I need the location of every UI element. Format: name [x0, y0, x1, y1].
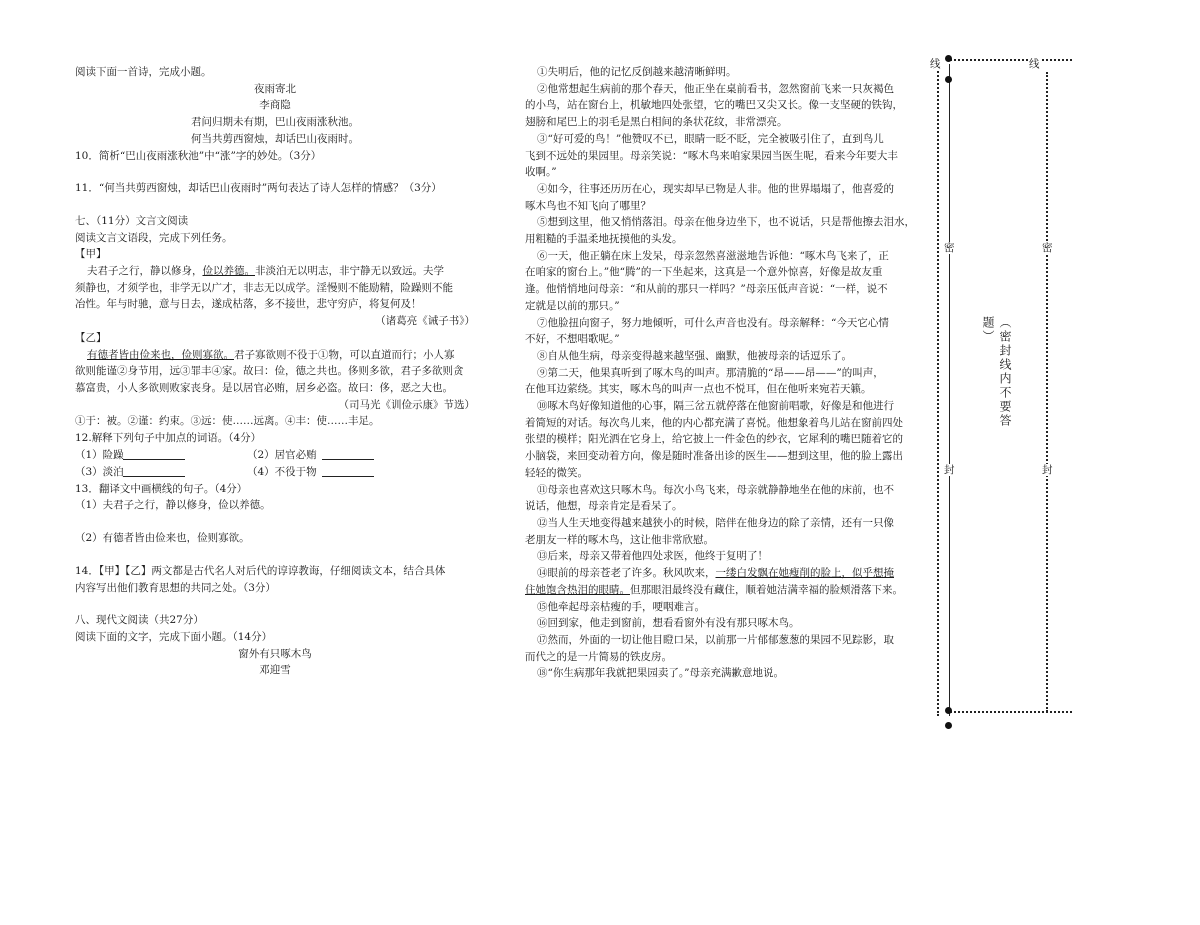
binding-solid-line [949, 64, 950, 716]
story-paragraph: ④如今，往事还历历在心，现实却早已物是人非。他的世界塌塌了，他喜爱的 [537, 182, 894, 195]
text-yi-line: 慕富贵，小人多欲则败家丧身。是以居官必贿，居乡必盗。故曰：侈，恶之大也。 [75, 381, 453, 394]
poem-line: 何当共剪西窗烛，却话巴山夜雨时。 [191, 132, 359, 145]
text-jia-paragraph [75, 263, 475, 280]
story-paragraph: ⑯回到家，他走到窗前，想看看窗外有没有那只啄木鸟。 [537, 617, 800, 630]
question-12-row [75, 464, 475, 481]
annotations: ①于：被。②谨：约束。③远：使……远离。④丰：使……丰足。 [75, 415, 380, 428]
question-12-row [75, 447, 475, 464]
q12-item-1: （1）险躁 [75, 448, 124, 461]
binding-dotted-line-inner [1046, 72, 1048, 712]
text-jia-sentence: 夫君子之行，静以修身， [87, 265, 203, 278]
story-line: 收啊。” [525, 166, 557, 179]
poem-author: 李商隐 [259, 99, 291, 112]
question-13-item: （2）有德者皆由俭来也，俭则寡欲。 [75, 532, 250, 545]
question-10: 10．简析“巴山夜雨涨秋池”中“涨”字的妙处。（3分） [75, 149, 322, 162]
story-line: 说话，他想，母亲肯定是看呆了。 [525, 500, 683, 513]
story-paragraph: ⑫当人生天地变得越来越狭小的时候，陪伴在他身边的除了亲情，还有一只像 [537, 516, 894, 529]
story-paragraph: ⑱“你生病那年我就把果园卖了。”母亲充满歉意地说。 [537, 667, 784, 680]
story-line: 小脑袋，来回变动着方向，像是随时准备出诊的医生——想到这里，他的脸上露出 [525, 450, 903, 463]
story-paragraph: ②他常想起生病前的那个春天，他正坐在桌前看书，忽然窗前飞来一只灰褐色 [537, 82, 894, 95]
answer-blank[interactable] [322, 464, 374, 477]
text-yi-sentence: 君子寡欲则不役于①物，可以直道而行；小人寡 [234, 348, 455, 361]
binding-dot [945, 76, 952, 83]
story-paragraph: ⑩啄木鸟好像知道他的心事，隔三岔五就停落在他窗前唱歌，好像是和他进行 [537, 400, 894, 413]
answer-blank[interactable] [123, 464, 185, 477]
binding-char-feng: 封 [944, 464, 955, 476]
underlined-sentence: 一缕白发飘在她瘦削的脸上，似乎想掩 [715, 567, 894, 580]
poem-title: 夜雨寄北 [254, 82, 296, 95]
binding-char-xian: 线 [1029, 58, 1040, 70]
story-line: 在咱家的窗台上。”他“腾”的一下坐起来，这真是一个意外惊喜，好像是故友重 [525, 266, 883, 279]
poem-line: 君问归期未有期，巴山夜雨涨秋池。 [191, 116, 359, 129]
left-column [75, 64, 475, 679]
story-paragraph: ⑨第二天，他果真听到了啄木鸟的叫声。那清脆的“昂——昂——”的叫声， [537, 366, 884, 379]
text-yi-source: （司马光《训俭示康》节选） [338, 398, 475, 411]
q12-item-4: （4）不役于物 [247, 465, 317, 478]
story-line: 着简短的对话。每次鸟儿来，他的内心都充满了喜悦。他想象着鸟儿站在窗前四处 [525, 416, 903, 429]
binding-dot [945, 722, 952, 729]
story-sentence: 但那眼泪最终没有藏住，顺着她洁满幸福的脸颊滑落下来。 [630, 583, 903, 596]
text-jia-line: 须静也，才须学也，非学无以广才，非志无以成学。淫慢则不能励精，险躁则不能 [75, 281, 453, 294]
story-paragraph: ⑬后来，母亲又带着他四处求医，他终于复明了！ [537, 550, 768, 563]
story-line: 翅膀和尾巴上的羽毛是黑白相间的条状花纹，非常漂亮。 [525, 116, 788, 129]
story-line: 啄木鸟也不知飞向了哪里？ [525, 199, 651, 212]
section-8-intro: 阅读下面的文字，完成下面小题。（14分） [75, 630, 273, 643]
seal-notice: （密封线内不要答题） [981, 316, 1012, 428]
story-paragraph: ③“好可爱的鸟！”他赞叹不已，眼睛一眨不眨，完全被吸引住了，直到鸟儿 [537, 132, 884, 145]
story-title: 窗外有只啄木鸟 [238, 647, 312, 660]
binding-dot [945, 55, 952, 62]
story-paragraph: ⑮他牵起母亲枯瘦的手，哽咽难言。 [537, 600, 705, 613]
binding-char-xian: 线 [930, 58, 941, 70]
story-line: 老朋友一样的啄木鸟，这让他非常欣慰。 [525, 533, 714, 546]
answer-blank[interactable] [123, 447, 185, 460]
story-paragraph: ⑧自从他生病，母亲变得越来越坚强、幽默，他被母亲的话逗乐了。 [537, 349, 852, 362]
underlined-sentence: 有德者皆由俭来也，俭则寡欲。 [87, 348, 234, 361]
story-paragraph [525, 565, 930, 582]
question-14: 14．【甲】【乙】两文都是古代名人对后代的谆谆教诲，仔细阅读文本，结合具体 [75, 564, 446, 577]
binding-bottom-dotted-line [950, 711, 1072, 713]
story-paragraph: ⑰然而，外面的一切让他目瞪口呆，以前那一片郁郁葱葱的果园不见踪影，取 [537, 633, 894, 646]
section-7-title: 七、（11分）文言文阅读 [75, 214, 189, 227]
text-jia-label: 【甲】 [75, 248, 107, 261]
binding-char-mi: 密 [944, 242, 955, 254]
q12-item-3: （3）淡泊 [75, 465, 124, 478]
story-line: 的小鸟，站在窗台上，机敏地四处张望，它的嘴巴又尖又长。像一支坚硬的铁钩， [525, 99, 903, 112]
story-sentence: ⑭眼前的母亲苍老了许多。秋风吹来， [537, 567, 716, 580]
underlined-sentence: 住她饱含热泪的眼睛。 [525, 583, 630, 596]
answer-blank[interactable] [322, 447, 374, 460]
question-13: 13．翻译文中画横线的句子。（4分） [75, 482, 248, 495]
story-line: 不好，不想唱歌呢。” [525, 333, 620, 346]
section-7-intro: 阅读文言文语段，完成下列任务。 [75, 231, 233, 244]
story-line: 定就是以前的那只。” [525, 299, 620, 312]
text-jia-line: 冶性。年与时驰，意与日去，遂成枯落，多不接世，悲守穷庐，将复何及！ [75, 298, 422, 311]
story-paragraph: ⑦他脸扭向窗子，努力地倾听，可什么声音也没有。母亲解释：“今天它心情 [537, 316, 889, 329]
story-paragraph: ⑪母亲也喜欢这只啄木鸟。每次小鸟飞来，母亲就静静地坐在他的床前，也不 [537, 483, 894, 496]
text-yi-label: 【乙】 [75, 331, 107, 344]
story-line: 张望的模样；阳光洒在它身上，给它披上一件金色的纱衣，它犀利的嘴巴随着它的 [525, 433, 903, 446]
story-line: 飞到不远处的果园里。母亲笑说：“啄木鸟来咱家果园当医生呢，看来今年要大丰 [525, 149, 898, 162]
binding-char-feng: 封 [1042, 464, 1053, 476]
story-line: 而代之的是一片简易的铁皮房。 [525, 650, 672, 663]
underlined-sentence: 俭以养德。 [202, 265, 255, 278]
binding-char-mi: 密 [1042, 242, 1053, 254]
question-13-item: （1）夫君子之行，静以修身，俭以养德。 [75, 499, 271, 512]
story-paragraph: ⑥一天，他正躺在床上发呆，母亲忽然喜滋滋地告诉他：“啄木鸟飞来了，正 [537, 249, 889, 262]
q12-item-2: （2）居官必贿 [247, 448, 317, 461]
middle-column [525, 64, 930, 682]
binding-dotted-line-outer [937, 64, 939, 716]
story-author: 邓迎雪 [259, 664, 291, 677]
text-jia-source: （诸葛亮《诫子书》） [375, 315, 475, 328]
question-12: 12.解释下列句子中加点的词语。（4分） [75, 432, 262, 445]
question-14: 内容写出他们教育思想的共同之处。（3分） [75, 581, 276, 594]
story-line: 在他耳边萦绕。其实，啄木鸟的叫声一点也不悦耳，但在他听来宛若天籁。 [525, 383, 872, 396]
poem-intro: 阅读下面一首诗，完成小题。 [75, 66, 212, 78]
binding-dot [945, 707, 952, 714]
story-line: 轻轻的微笑。 [525, 466, 588, 479]
section-8-title: 八、现代文阅读（共27分） [75, 614, 204, 627]
text-yi-line: 欲则能谨②身节用，远③罪丰④家。故曰：俭，德之共也。侈则多欲，君子多欲则贪 [75, 365, 464, 378]
question-11: 11．“何当共剪西窗烛，却话巴山夜雨时”两句表达了诗人怎样的情感？（3分） [75, 182, 442, 195]
story-line: 逢。他悄悄地问母亲：“和从前的那只一样吗？”母亲压低声音说：“一样，说不 [525, 283, 888, 296]
text-yi-paragraph [75, 347, 475, 364]
story-paragraph: ⑤想到这里，他又悄悄落泪。母亲在他身边坐下，也不说话，只是帮他擦去泪水， [537, 216, 915, 229]
binding-top-dotted-line [950, 59, 1072, 61]
story-line: 用粗糙的手温柔地抚摸他的头发。 [525, 233, 683, 246]
text-jia-sentence: 非淡泊无以明志，非宁静无以致远。夫学 [255, 265, 444, 278]
story-paragraph: ①失明后，他的记忆反倒越来越清晰鲜明。 [537, 66, 737, 78]
story-line [525, 582, 930, 599]
